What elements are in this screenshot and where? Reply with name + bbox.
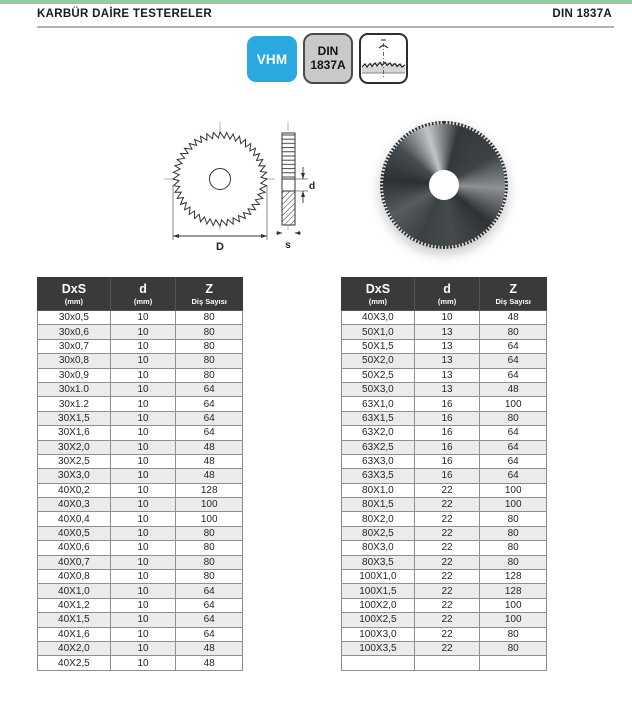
table-cell: 16 — [414, 440, 480, 454]
table-cell: 10 — [110, 526, 176, 540]
col-header-label: Z — [205, 282, 213, 296]
saw-blade-bore-hole — [429, 170, 459, 200]
table-cell: 40X0,7 — [38, 555, 111, 569]
table-cell: 80X3,5 — [342, 555, 415, 569]
table-cell: 64 — [176, 613, 243, 627]
table-cell: 30x1.0 — [38, 382, 111, 396]
table-cell: 64 — [176, 426, 243, 440]
table-cell: 64 — [176, 382, 243, 396]
table-cell: 100 — [176, 512, 243, 526]
table-row — [38, 555, 243, 569]
table-cell: 22 — [414, 627, 480, 641]
col-header-label: Z — [509, 282, 517, 296]
table-cell — [480, 656, 547, 670]
table-cell: 128 — [176, 483, 243, 497]
table-cell: 80 — [480, 325, 547, 339]
table-row — [38, 641, 243, 655]
accent-top-bar — [0, 0, 632, 4]
table-cell: 80 — [176, 526, 243, 540]
table-cell: 22 — [414, 541, 480, 555]
table-cell: 13 — [414, 368, 480, 382]
table-cell: 30x1.2 — [38, 397, 111, 411]
table-cell: 10 — [110, 627, 176, 641]
table-cell: 63X3,5 — [342, 469, 415, 483]
din-badge-line2: 1837A — [310, 57, 346, 72]
table-row — [38, 397, 243, 411]
spec-table-left — [37, 277, 243, 671]
table-cell: 64 — [176, 411, 243, 425]
table-cell: 16 — [414, 411, 480, 425]
table-cell: 10 — [110, 584, 176, 598]
table-cell: 30X3,0 — [38, 469, 111, 483]
table-row — [342, 627, 547, 641]
table-cell: 30x0,7 — [38, 339, 111, 353]
table-cell: 10 — [110, 426, 176, 440]
table-row — [38, 627, 243, 641]
table-cell: 48 — [480, 311, 547, 325]
table-cell: 22 — [414, 584, 480, 598]
table-row — [38, 382, 243, 396]
table-cell: 64 — [480, 426, 547, 440]
table-row — [38, 483, 243, 497]
table-cell: 63X2,0 — [342, 426, 415, 440]
table-row — [342, 454, 547, 468]
table-row — [38, 512, 243, 526]
table-cell: 10 — [110, 541, 176, 555]
table-cell: 40X3,0 — [342, 311, 415, 325]
table-cell: 63X3,0 — [342, 454, 415, 468]
col-header-unit: (mm) — [64, 297, 84, 306]
table-cell: 100X1,0 — [342, 570, 415, 584]
table-cell: 100X3,5 — [342, 641, 415, 655]
table-row — [38, 584, 243, 598]
table-row — [342, 469, 547, 483]
col-header-z — [176, 278, 243, 311]
table-cell: 30X1,6 — [38, 426, 111, 440]
table-cell: 10 — [110, 382, 176, 396]
table-cell: 63X1,5 — [342, 411, 415, 425]
table-row — [38, 598, 243, 612]
table-cell: 48 — [176, 469, 243, 483]
table-cell: 80 — [480, 411, 547, 425]
table-cell: 13 — [414, 339, 480, 353]
table-cell: 64 — [176, 598, 243, 612]
table-cell: 10 — [110, 498, 176, 512]
table-row — [342, 613, 547, 627]
table-cell — [342, 656, 415, 670]
table-cell: 40X2,5 — [38, 656, 111, 670]
table-cell: 80X1,5 — [342, 498, 415, 512]
table-cell: 80 — [480, 555, 547, 569]
table-cell: 16 — [414, 397, 480, 411]
table-cell: 40X0,3 — [38, 498, 111, 512]
col-header-d — [110, 278, 176, 311]
col-header-dxs — [342, 278, 415, 311]
table-row — [342, 541, 547, 555]
table-cell: 80 — [480, 526, 547, 540]
col-header-label: DxS — [365, 282, 391, 296]
table-cell: 30x0,5 — [38, 311, 111, 325]
table-cell: 80 — [176, 368, 243, 382]
table-cell: 40X2,0 — [38, 641, 111, 655]
spec-table-right — [341, 277, 547, 671]
table-row — [342, 411, 547, 425]
table-cell: 22 — [414, 498, 480, 512]
table-cell: 100 — [480, 498, 547, 512]
table-cell: 63X1,0 — [342, 397, 415, 411]
table-row — [342, 311, 547, 325]
table-row — [342, 339, 547, 353]
dim-label-s: s — [285, 240, 291, 251]
table-cell: 48 — [176, 440, 243, 454]
table-row — [342, 498, 547, 512]
table-cell: 80 — [176, 311, 243, 325]
col-header-d — [414, 278, 480, 311]
vhm-badge-label: VHM — [256, 51, 288, 67]
table-cell: 64 — [480, 354, 547, 368]
table-row — [38, 426, 243, 440]
table-cell: 80X1,0 — [342, 483, 415, 497]
table-row — [38, 656, 243, 670]
table-cell: 50X1,0 — [342, 325, 415, 339]
table-cell: 40X1,0 — [38, 584, 111, 598]
table-cell: 50X2,5 — [342, 368, 415, 382]
table-cell: 40X0,5 — [38, 526, 111, 540]
table-cell: 10 — [110, 656, 176, 670]
table-cell: 10 — [110, 469, 176, 483]
table-row — [38, 613, 243, 627]
table-row — [342, 641, 547, 655]
table-cell: 40X0,8 — [38, 570, 111, 584]
table-cell: 64 — [480, 339, 547, 353]
table-cell: 48 — [176, 641, 243, 655]
table-cell: 13 — [414, 354, 480, 368]
table-cell: 22 — [414, 555, 480, 569]
table-row — [38, 354, 243, 368]
table-cell: 80 — [480, 541, 547, 555]
table-cell: 64 — [176, 397, 243, 411]
table-cell: 100 — [480, 613, 547, 627]
table-cell: 64 — [480, 469, 547, 483]
table-row — [38, 325, 243, 339]
table-cell: 30x0,8 — [38, 354, 111, 368]
table-cell: 13 — [414, 325, 480, 339]
table-cell: 10 — [110, 555, 176, 569]
table-row — [38, 311, 243, 325]
table-row — [38, 368, 243, 382]
table-row — [342, 354, 547, 368]
table-cell: 10 — [414, 311, 480, 325]
dim-label-d: d — [309, 181, 316, 192]
table-cell: 10 — [110, 454, 176, 468]
table-cell: 64 — [176, 584, 243, 598]
standard-label: DIN 1837A — [552, 8, 612, 20]
table-cell: 80 — [480, 512, 547, 526]
table-cell: 40X1,2 — [38, 598, 111, 612]
table-cell: 10 — [110, 483, 176, 497]
table-header-row — [342, 278, 547, 311]
table-cell: 40X1,6 — [38, 627, 111, 641]
table-row — [342, 483, 547, 497]
table-row — [342, 426, 547, 440]
table-cell: 100X2,0 — [342, 598, 415, 612]
table-cell: 48 — [480, 382, 547, 396]
col-header-unit: (mm) — [437, 297, 457, 306]
table-row — [38, 498, 243, 512]
col-header-unit: Diş Sayısı — [191, 297, 227, 306]
table-row — [342, 512, 547, 526]
table-row — [342, 584, 547, 598]
table-cell: 10 — [110, 368, 176, 382]
din-standard-badge — [303, 33, 353, 84]
table-row — [342, 440, 547, 454]
table-cell: 10 — [110, 598, 176, 612]
table-cell: 100 — [480, 598, 547, 612]
table-cell: 10 — [110, 641, 176, 655]
table-cell: 100X1,5 — [342, 584, 415, 598]
table-cell: 100 — [480, 397, 547, 411]
col-header-label: d — [139, 282, 147, 296]
table-cell: 80X2,5 — [342, 526, 415, 540]
table-cell: 30x0,9 — [38, 368, 111, 382]
table-row — [38, 526, 243, 540]
table-cell: 10 — [110, 311, 176, 325]
din-badge-line1: DIN — [317, 44, 339, 59]
table-row — [342, 598, 547, 612]
table-cell: 48 — [176, 454, 243, 468]
table-cell: 30X1,5 — [38, 411, 111, 425]
table-row — [38, 541, 243, 555]
table-cell: 40X0,2 — [38, 483, 111, 497]
col-header-label: d — [443, 282, 451, 296]
table-cell: 50X1,5 — [342, 339, 415, 353]
col-header-z — [480, 278, 547, 311]
dim-label-D: D — [216, 241, 224, 253]
table-cell: 64 — [480, 368, 547, 382]
table-cell: 10 — [110, 570, 176, 584]
table-cell: 80 — [176, 541, 243, 555]
table-cell: 100X3,0 — [342, 627, 415, 641]
saw-blade-photo — [380, 121, 508, 249]
table-cell: 22 — [414, 570, 480, 584]
table-row — [38, 454, 243, 468]
table-cell: 22 — [414, 512, 480, 526]
table-cell: 22 — [414, 483, 480, 497]
table-row — [342, 368, 547, 382]
col-header-unit: Diş Sayısı — [495, 297, 531, 306]
table-cell: 128 — [480, 570, 547, 584]
table-cell: 10 — [110, 339, 176, 353]
table-cell: 80 — [176, 354, 243, 368]
table-cell: 100 — [176, 498, 243, 512]
table-cell: 80 — [176, 339, 243, 353]
table-row — [38, 570, 243, 584]
table-header-row — [38, 278, 243, 311]
table-cell: 80 — [480, 641, 547, 655]
table-row — [342, 382, 547, 396]
table-cell: 30X2,5 — [38, 454, 111, 468]
table-cell: 40X0,4 — [38, 512, 111, 526]
table-cell: 80 — [480, 627, 547, 641]
table-cell: 22 — [414, 526, 480, 540]
table-row — [342, 526, 547, 540]
table-cell: 64 — [176, 627, 243, 641]
table-cell: 10 — [110, 512, 176, 526]
table-row — [38, 469, 243, 483]
table-row — [342, 325, 547, 339]
header-divider — [37, 26, 614, 28]
table-cell: 16 — [414, 469, 480, 483]
technical-drawing — [148, 112, 353, 260]
table-cell: 10 — [110, 354, 176, 368]
table-cell: 22 — [414, 641, 480, 655]
table-cell: 10 — [110, 397, 176, 411]
table-cell: 16 — [414, 426, 480, 440]
table-cell — [414, 656, 480, 670]
table-row — [342, 397, 547, 411]
table-cell: 22 — [414, 613, 480, 627]
table-row — [38, 411, 243, 425]
col-header-unit: (mm) — [133, 297, 153, 306]
table-cell: 10 — [110, 411, 176, 425]
table-cell: 100 — [480, 483, 547, 497]
table-cell: 50X3,0 — [342, 382, 415, 396]
table-cell: 30X2,0 — [38, 440, 111, 454]
table-cell: 48 — [176, 656, 243, 670]
table-row — [342, 570, 547, 584]
tooth-profile-drawing — [361, 35, 406, 82]
col-header-unit: (mm) — [368, 297, 388, 306]
table-cell: 80 — [176, 325, 243, 339]
col-header-label: DxS — [61, 282, 87, 296]
table-row — [342, 555, 547, 569]
table-cell: 63X2,5 — [342, 440, 415, 454]
col-header-dxs — [38, 278, 111, 311]
table-cell: 10 — [110, 440, 176, 454]
table-cell: 80 — [176, 555, 243, 569]
table-cell: 10 — [110, 325, 176, 339]
table-cell: 40X1,5 — [38, 613, 111, 627]
table-cell: 16 — [414, 454, 480, 468]
table-cell: 64 — [480, 454, 547, 468]
table-cell: 40X0,6 — [38, 541, 111, 555]
table-cell: 100X2,5 — [342, 613, 415, 627]
table-cell: 80 — [176, 570, 243, 584]
table-cell: 22 — [414, 598, 480, 612]
table-cell: 50X2,0 — [342, 354, 415, 368]
table-cell: 13 — [414, 382, 480, 396]
tooth-form-icon — [359, 33, 408, 84]
table-cell: 80X2,0 — [342, 512, 415, 526]
vhm-badge — [247, 36, 297, 82]
table-cell: 30x0,6 — [38, 325, 111, 339]
table-row — [342, 656, 547, 670]
table-row — [38, 440, 243, 454]
page-title: KARBÜR DAİRE TESTERELER — [37, 8, 212, 20]
table-row — [38, 339, 243, 353]
table-cell: 80X3,0 — [342, 541, 415, 555]
table-cell: 10 — [110, 613, 176, 627]
table-cell: 128 — [480, 584, 547, 598]
table-cell: 64 — [480, 440, 547, 454]
